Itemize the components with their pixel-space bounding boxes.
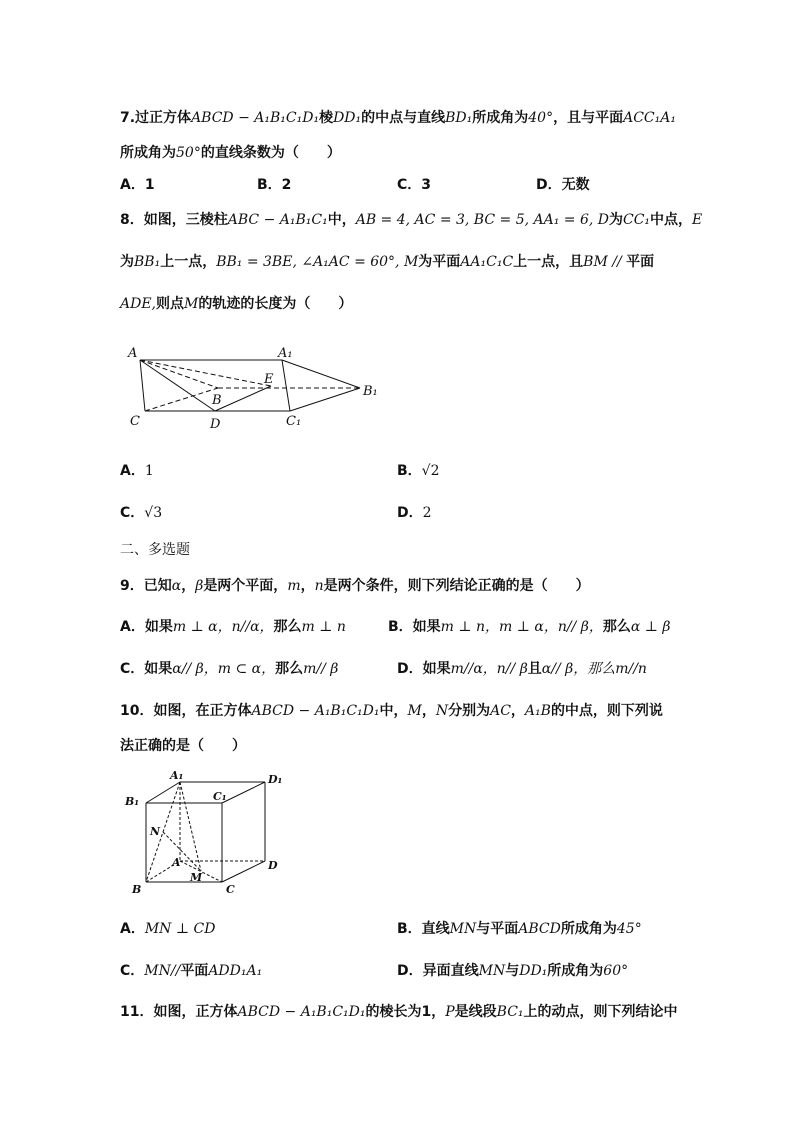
q10-option-b[interactable]: B．直线MN与平面ABCD所成角为45° [397,921,642,937]
q10-option-c[interactable]: C．MN//平面ADD₁A₁ [120,963,263,979]
q9-option-b[interactable]: B．如果m ⊥ n，m ⊥ α，n// β，那么α ⊥ β [388,619,671,635]
edge-c1-d1 [222,782,265,803]
edge-d-e [215,386,271,411]
q7-text: ，且与平面 [553,110,624,126]
label-b1: B₁ [363,384,378,399]
q7-math: DD₁ [333,110,362,126]
label-c1: C₁ [286,414,302,429]
q7-option-c[interactable]: C．3 [397,177,432,193]
q7-text: 棱 [319,110,334,126]
q7-text: 的中点与直线 [361,110,446,126]
q8-prism-figure [125,340,385,435]
q7-text: 所成角为 [472,110,529,126]
label-a: A [128,346,138,361]
q8-line3: ADE,则点M的轨迹的长度为（ ） [120,296,353,312]
edge-c1-b1 [290,388,360,411]
q8-line2: 为BB₁上一点，BB₁ = 3BE, ∠A₁AC = 60°, M为平面AA₁C₁C上一点，且BM // 平面 [120,254,655,270]
edge-a1-m [180,782,201,871]
edge-a-c [140,360,145,411]
q10-line2: 法正确的是（ ） [120,738,246,754]
edge-c-d [222,861,265,882]
edge-a1-b1 [282,360,360,388]
label-c: C [226,883,235,896]
q7-text: 所成角为 [120,145,176,161]
label-c1: C₁ [213,790,227,803]
q8-option-d[interactable]: D．2 [397,505,432,521]
q7-math: 40° [528,110,554,126]
label-d: D [268,859,278,872]
q10-cube-figure [120,765,290,900]
label-b: B [132,883,142,896]
q8-option-c[interactable]: C．√3 [120,505,163,521]
q7-text: 的直线条数为（ ） [200,145,341,161]
label-e: E [264,372,274,387]
label-m: M [190,871,203,884]
edge-c-b [145,388,218,411]
q7-math: ACC₁A₁ [623,110,676,126]
q7-line1 [120,108,676,128]
label-b: B [212,393,222,408]
q9-option-d[interactable]: D．如果m//α，n// β且α// β，那么m//n [397,661,647,677]
q10-line1: 10．如图，在正方体ABCD − A₁B₁C₁D₁中，M，N分别为AC，A₁B的中点，则下列说 [120,703,663,719]
label-b1: B₁ [125,795,140,808]
q7-option-d[interactable]: D．无数 [536,177,590,193]
label-c: C [130,414,140,429]
q8-line1: 8．如图，三棱柱ABC − A₁B₁C₁中，AB = 4, AC = 3, BC = 5, AA₁ = 6, D为CC₁中点，E [120,212,703,228]
edge-a-d [140,360,215,411]
q7-option-b[interactable]: B．2 [257,177,292,193]
section-heading: 二、多选题 [120,542,190,558]
q7-math: BD₁ [445,110,473,126]
q9-option-a[interactable]: A．如果m ⊥ α，n//α，那么m ⊥ n [120,619,346,635]
q10-option-d[interactable]: D．异面直线MN与DD₁所成角为60° [397,963,629,979]
edge-a-b [140,360,218,388]
q9-option-c[interactable]: C．如果α// β，m ⊂ α，那么m// β [120,661,339,677]
q7-math: ABCD − A₁B₁C₁D₁ [191,110,320,126]
edge-n-m [163,832,201,871]
edge-b1-a1 [146,782,180,803]
label-n: N [150,825,161,838]
q11-line1: 11．如图，正方体ABCD − A₁B₁C₁D₁的棱长为1，P是线段BC₁上的动点，则下列结论中 [120,1004,678,1020]
label-a1: A₁ [278,346,293,361]
q10-option-a[interactable]: A．MN ⊥ CD [120,921,216,937]
q7-text: 7.过正方体 [120,110,192,126]
q7-line2 [120,143,341,163]
q9-line1: 9．已知α，β是两个平面，m，n是两个条件，则下列结论正确的是（ ） [120,578,590,594]
q7-option-a[interactable]: A．1 [120,177,155,193]
label-a: A [172,856,181,869]
label-a1: A₁ [170,769,184,782]
edge-a1-c1 [282,360,290,411]
label-d: D [210,417,221,432]
q8-option-a[interactable]: A．1 [120,463,154,479]
label-d1: D₁ [268,773,283,786]
q8-option-b[interactable]: B．√2 [397,463,440,479]
q7-math: 50° [176,145,201,161]
